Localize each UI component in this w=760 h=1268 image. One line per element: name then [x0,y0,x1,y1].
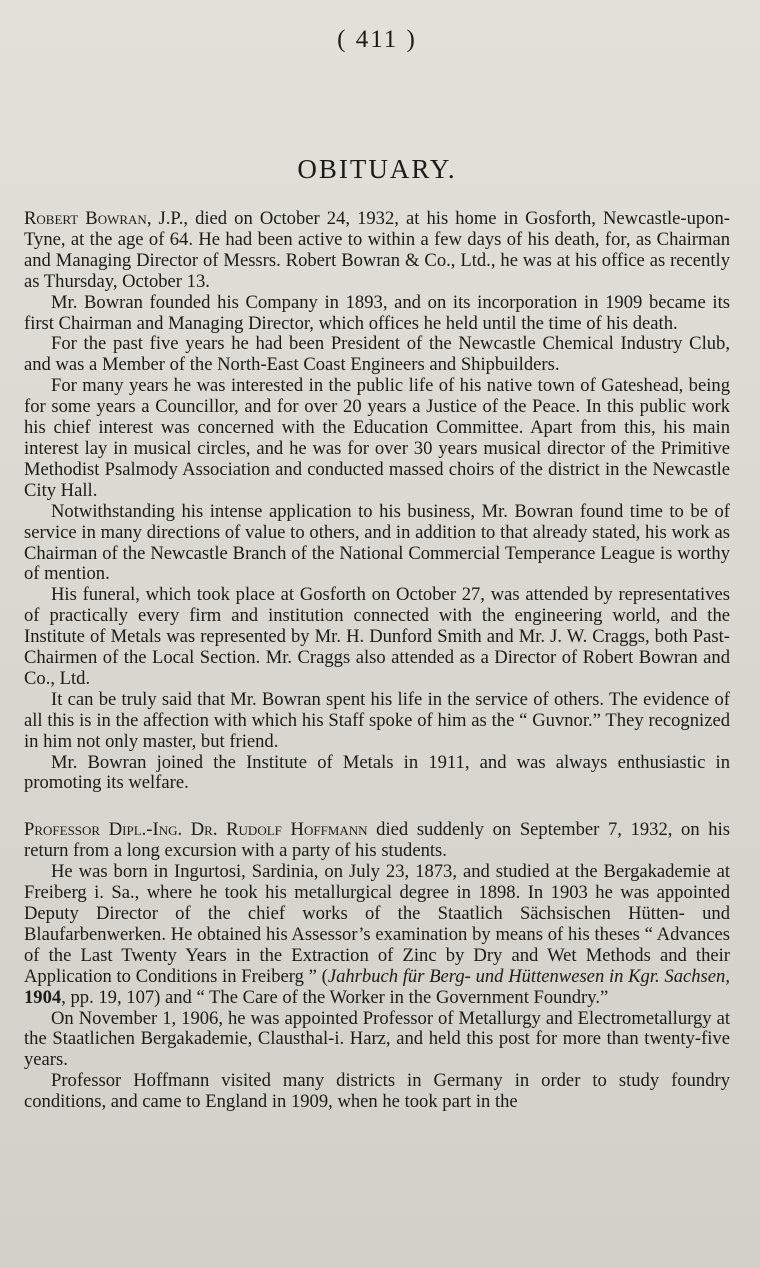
paragraph: For the past five years he had been President of the Newcastle Chemical Industry Club, and was a Member of the North-East Coast Engineers and Shipbuilders. [24,333,730,376]
person-name: Professor Dipl.-Ing. Dr. Rudolf Hoffmann [24,819,368,841]
journal-title: Jahrbuch für Berg- und Hüttenwesen in Kgr. Sachsen [327,965,726,987]
page-title: OBITUARY. [297,154,457,184]
person-name: Robert Bowran [24,208,147,229]
section-gap [24,794,730,820]
page-number: ( 411 ) [337,26,417,53]
paragraph: Notwithstanding his intense application to his business, Mr. Bowran found time to be of service in many directions of value to others, and in addition to that already stated, his work as Chairman of the Newcastle Branch of the National Commercial Temperance League is worthy of mention. [24,500,730,585]
paragraph: His funeral, which took place at Gosforth on October 27, was attended by representatives of practically every firm and institution connected with the engineering world, and the Institute of Metals was represented by Mr. H. Dunford Smith and Mr. J. W. Craggs, both Past-Chairmen of the Local Section. Mr. Craggs also attended as a Director of Robert Bowran and Co., Ltd. [24,584,730,689]
journal-year: 1904 [24,986,62,1008]
paragraph: He was born in Ingurtosi, Sardinia, on July 23, 1873, and studied at the Bergakademie at Freiberg i. Sa., where he took his metallurgical degree in 1898. In 1903 he was appointed Deputy Director of the chief works of the Staatlich Sächsischen Hütten- und Blaufarbenwerken. He obtained his Assessor’s examination by means of his theses “ Advances of the Last Twenty Years in the Extraction of Zinc by Dry and Wet Methods and their Application to Conditions in Freiberg ” (Jahrbuch für Berg- und Hüttenwesen in Kgr. Sachsen, 1904, pp. 19, 107) and “ The Care of the Worker in the Government Foundry.” [24,861,730,1008]
paragraph: Professor Hoffmann visited many districts in Germany in order to study foundry conditions, and came to England in 1909, when he took part in the [24,1070,730,1113]
paragraph: Professor Dipl.-Ing. Dr. Rudolf Hoffmann died suddenly on September 7, 1932, on his return from a long excursion with a party of his students. [24,819,730,862]
paragraph: It can be truly said that Mr. Bowran spent his life in the service of others. The evidence of all this is in the affection with which his Staff spoke of him as the “ Guvnor.” They recognized in him not only master, but friend. [24,688,730,752]
paragraph: Mr. Bowran joined the Institute of Metals in 1911, and was always enthusiastic in promoting its welfare. [24,751,730,794]
paragraph: Mr. Bowran founded his Company in 1893, and on its incorporation in 1909 became its first Chairman and Managing Director, which offices he held until the time of his death. [24,291,730,334]
paragraph: For many years he was interested in the public life of his native town of Gateshead, being for some years a Councillor, and for over 20 years a Justice of the Peace. In this public work his chief interest was concerned with the Education Committee. Apart from this, his main interest lay in musical circles, and he was for over 30 years musical director of the Primitive Methodist Psalmody Association and conducted massed choirs of the district in the Newcastle City Hall. [24,375,730,501]
paragraph: Robert Bowran, J.P., died on October 24, 1932, at his home in Gosforth, Newcastle-upon-Tyne, at the age of 64. He had been active to within a few days of his death, for, as Chairman and Managing Director of Messrs. Robert Bowran & Co., Ltd., he was at his office as recently as Thursday, October 13. [24,208,730,292]
paragraph: On November 1, 1906, he was appointed Professor of Metallurgy and Electrometallurgy at the Staatlichen Bergakademie, Clausthal-i. Harz, and held this post for more than twenty-five years. [24,1007,730,1071]
obituary-hoffmann [24,820,730,1113]
obituary-bowran [24,209,730,794]
